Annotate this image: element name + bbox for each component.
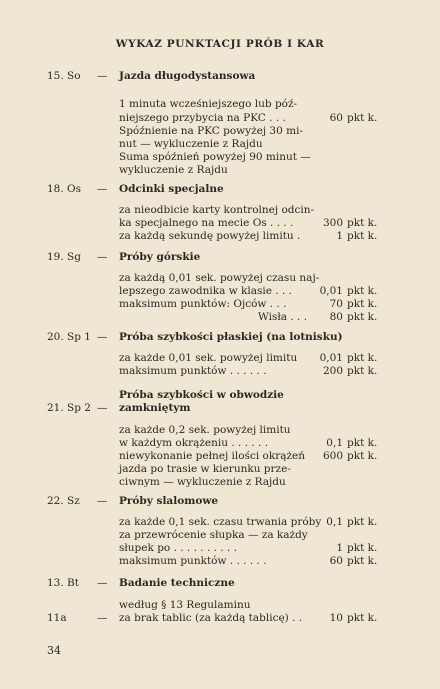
points-unit: pkt k.: [347, 612, 378, 624]
points-unit: pkt k.: [347, 311, 378, 323]
points-value: [303, 612, 377, 624]
points-unit: pkt k.: [347, 285, 378, 297]
points-number: 80: [329, 311, 343, 323]
points-value: [303, 230, 377, 242]
points-value: [303, 285, 377, 297]
entry-heading: Odcinki specjalne: [119, 183, 224, 195]
points-number: 0,01: [319, 285, 343, 297]
points-unit: pkt k.: [347, 112, 378, 124]
entry-text-line: Suma spóźnień powyżej 90 minut —: [119, 151, 311, 163]
points-value: [303, 311, 377, 323]
entry-text-line: maksimum punktów . . . . . .: [119, 555, 267, 567]
entry-text-line: ciwnym — wykluczenie z Rajdu: [119, 476, 286, 488]
points-unit: pkt k.: [347, 516, 378, 528]
points-unit: pkt k.: [347, 450, 378, 462]
entry-text-line: jazda po trasie w kierunku prze-: [119, 463, 291, 475]
points-number: 300: [322, 217, 343, 229]
points-value: [303, 450, 377, 462]
points-number: 600: [322, 450, 343, 462]
points-number: 60: [329, 112, 343, 124]
points-number: 200: [322, 365, 343, 377]
points-value: [303, 298, 377, 310]
entry-number: 13. Bt: [47, 577, 79, 589]
entry-text-line: ka specjalnego na mecie Os . . . .: [119, 217, 294, 229]
entry-text-line: za brak tablic (za każdą tablicę) . .: [119, 612, 303, 624]
entry-text-line: za przewrócenie słupka — za każdy: [119, 529, 308, 541]
points-unit: pkt k.: [347, 555, 378, 567]
points-unit: pkt k.: [347, 298, 378, 310]
entry-text-line: za każde 0,01 sek. powyżej limitu: [119, 352, 298, 364]
points-value: [303, 217, 377, 229]
points-number: 0,1: [326, 437, 343, 449]
entry-text-line: niewykonanie pełnej ilości okrążeń: [119, 450, 306, 462]
entry-number: 21. Sp 2: [47, 402, 91, 414]
points-number: 10: [329, 612, 343, 624]
points-number: 1: [336, 230, 343, 242]
entry-text-line: 1 minuta wcześniejszego lub póź-: [119, 98, 298, 110]
entry-text-line: według § 13 Regulaminu: [119, 599, 251, 611]
points-value: [303, 542, 377, 554]
entry-text-line: za każde 0,1 sek. czasu trwania próby: [119, 516, 322, 528]
entry-heading: Jazda długodystansowa: [119, 70, 256, 82]
entry-text-line: lepszego zawodnika w klasie . . .: [119, 285, 293, 297]
entry-heading: Badanie techniczne: [119, 577, 235, 589]
entry-heading: Próby górskie: [119, 251, 201, 263]
entry-heading: Próba szybkości w obwodzie: [119, 389, 284, 401]
entry-number: 18. Os: [47, 183, 82, 195]
points-number: 1: [336, 542, 343, 554]
entry-dash: —: [97, 612, 108, 624]
entry-dash: —: [97, 495, 108, 507]
entry-text-line: maksimum punktów . . . . . .: [119, 365, 267, 377]
entry-number: 15. So: [47, 70, 81, 82]
entry-number: 19. Sg: [47, 251, 81, 263]
entry-text-line: Spóźnienie na PKC powyżej 30 mi-: [119, 125, 303, 137]
entry-dash: —: [97, 183, 108, 195]
points-unit: pkt k.: [347, 437, 378, 449]
points-unit: pkt k.: [347, 230, 378, 242]
points-value: [303, 555, 377, 567]
entry-text-line: nut — wykluczenie z Rajdu: [119, 138, 263, 150]
entry-text-line: za każdą 0,01 sek. powyżej czasu naj-: [119, 272, 320, 284]
points-value: [303, 352, 377, 364]
entry-dash: —: [97, 577, 108, 589]
points-unit: pkt k.: [347, 542, 378, 554]
points-value: [303, 516, 377, 528]
entry-number: 22. Sz: [47, 495, 80, 507]
entry-heading: Próby slalomowe: [119, 495, 219, 507]
page-title: WYKAZ PUNKTACJI PRÓB I KAR: [115, 38, 325, 50]
points-number: 0,01: [319, 352, 343, 364]
entry-text-line: wykluczenie z Rajdu: [119, 164, 228, 176]
entry-text-line: za nieodbicie karty kontrolnej odcin-: [119, 204, 315, 216]
points-number: 60: [329, 555, 343, 567]
points-number: 70: [329, 298, 343, 310]
entry-text-line: niejszego przybycia na PKC . . .: [119, 112, 286, 124]
points-unit: pkt k.: [347, 365, 378, 377]
entry-dash: —: [97, 331, 108, 343]
entry-heading-cont: zamkniętym: [119, 402, 191, 414]
entry-text-line: Wisła . . .: [258, 311, 308, 323]
entry-text-line: maksimum punktów: Ojców . . .: [119, 298, 287, 310]
entry-number: 11a: [47, 612, 67, 624]
entry-text-line: słupek po . . . . . . . . . .: [119, 542, 237, 554]
points-value: [303, 365, 377, 377]
entry-text-line: w każdym okrążeniu . . . . . .: [119, 437, 269, 449]
points-value: [303, 437, 377, 449]
entry-text-line: za każdą sekundę powyżej limitu .: [119, 230, 301, 242]
entry-dash: —: [97, 70, 108, 82]
points-unit: pkt k.: [347, 352, 378, 364]
entry-dash: —: [97, 251, 108, 263]
entry-text-line: za każde 0,2 sek. powyżej limitu: [119, 424, 291, 436]
page-number: 34: [47, 644, 61, 657]
points-number: 0,1: [326, 516, 343, 528]
entry-heading: Próba szybkości płaskiej (na lotnisku): [119, 331, 343, 343]
entry-number: 20. Sp 1: [47, 331, 91, 343]
points-value: [303, 112, 377, 124]
points-unit: pkt k.: [347, 217, 378, 229]
entry-dash: —: [97, 402, 108, 414]
